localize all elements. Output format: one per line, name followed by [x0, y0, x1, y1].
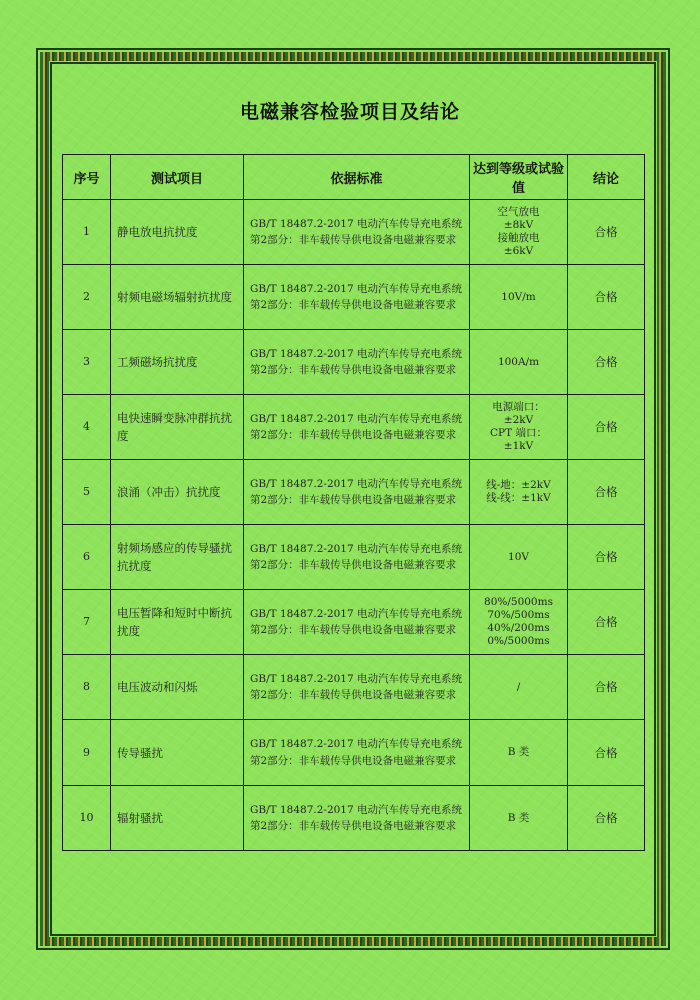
table-row	[63, 395, 645, 460]
test-item: 静电放电抗扰度	[111, 200, 244, 265]
test-item: 射频电磁场辐射抗扰度	[111, 265, 244, 330]
level-value-line: 电源端口：	[492, 401, 545, 413]
row-number: 8	[63, 655, 111, 720]
row-number: 1	[63, 200, 111, 265]
table-row	[63, 525, 645, 590]
standard-reference: GB/T 18487.2-2017 电动汽车传导充电系统 第2部分：非车载传导供电设备电磁兼容要求	[244, 395, 470, 460]
standard-reference: GB/T 18487.2-2017 电动汽车传导充电系统 第2部分：非车载传导供电设备电磁兼容要求	[244, 330, 470, 395]
table-row	[63, 460, 645, 525]
standard-reference: GB/T 18487.2-2017 电动汽车传导充电系统 第2部分：非车载传导供电设备电磁兼容要求	[244, 265, 470, 330]
table-row	[63, 590, 645, 655]
table-row	[63, 200, 645, 265]
conclusion: 合格	[568, 720, 645, 786]
level-value-line: 10V	[508, 550, 529, 563]
emc-results-table	[62, 154, 645, 851]
conclusion: 合格	[568, 590, 645, 655]
row-number: 4	[63, 395, 111, 460]
table-header-row	[63, 155, 645, 200]
standard-reference: GB/T 18487.2-2017 电动汽车传导充电系统 第2部分：非车载传导供电设备电磁兼容要求	[244, 590, 470, 655]
level-value	[470, 786, 568, 851]
conclusion: 合格	[568, 330, 645, 395]
level-value-line: 70%/500ms	[487, 609, 550, 621]
test-item: 电快速瞬变脉冲群抗扰度	[111, 395, 244, 460]
level-value-line: 80%/5000ms	[484, 596, 553, 608]
level-value-line: 100A/m	[497, 355, 540, 368]
row-number: 7	[63, 590, 111, 655]
level-value-line: 接触放电	[497, 232, 540, 244]
header-conclusion: 结论	[568, 155, 645, 200]
level-value-line: ±8kV	[503, 219, 534, 231]
test-item: 电压波动和闪烁	[111, 655, 244, 720]
row-number: 5	[63, 460, 111, 525]
test-item: 电压暂降和短时中断抗扰度	[111, 590, 244, 655]
conclusion: 合格	[568, 265, 645, 330]
table-row	[63, 655, 645, 720]
level-value-line: B 类	[507, 811, 530, 824]
level-value-line: 0%/5000ms	[487, 635, 550, 647]
level-value-line: ±2kV	[503, 414, 534, 426]
page-title: 电磁兼容检验项目及结论	[239, 101, 460, 123]
level-value-line: CPT 端口：	[490, 427, 547, 439]
standard-reference: GB/T 18487.2-2017 电动汽车传导充电系统 第2部分：非车载传导供电设备电磁兼容要求	[244, 200, 470, 265]
level-value	[470, 395, 568, 460]
level-value	[470, 200, 568, 265]
level-value-line: /	[516, 680, 521, 693]
table-body	[63, 200, 645, 851]
conclusion: 合格	[568, 655, 645, 720]
level-value-line: 线-地：±2kV	[486, 479, 551, 491]
table-row	[63, 720, 645, 786]
table-row	[63, 265, 645, 330]
conclusion: 合格	[568, 525, 645, 590]
conclusion: 合格	[568, 395, 645, 460]
level-value-line: 线-线：±1kV	[486, 492, 551, 504]
level-value-line: 空气放电	[497, 206, 540, 218]
standard-reference: GB/T 18487.2-2017 电动汽车传导充电系统 第2部分：非车载传导供电设备电磁兼容要求	[244, 786, 470, 851]
test-item: 浪涌（冲击）抗扰度	[111, 460, 244, 525]
level-value-line: B 类	[507, 746, 530, 758]
header-standard: 依据标准	[244, 155, 470, 200]
level-value-line: 10V/m	[501, 290, 536, 303]
level-value	[470, 460, 568, 525]
conclusion: 合格	[568, 460, 645, 525]
table-row	[63, 786, 645, 851]
row-number: 6	[63, 525, 111, 590]
standard-reference: GB/T 18487.2-2017 电动汽车传导充电系统 第2部分：非车载传导供电设备电磁兼容要求	[244, 525, 470, 590]
header-item: 测试项目	[111, 155, 244, 200]
level-value	[470, 590, 568, 655]
row-number: 10	[63, 786, 111, 851]
row-number: 9	[63, 720, 111, 786]
row-number: 3	[63, 330, 111, 395]
table-row	[63, 330, 645, 395]
conclusion: 合格	[568, 200, 645, 265]
level-value-line: 40%/200ms	[487, 622, 550, 634]
level-value-line: ±1kV	[503, 440, 534, 452]
conclusion: 合格	[568, 786, 645, 851]
test-item: 工频磁场抗扰度	[111, 330, 244, 395]
level-value	[470, 720, 568, 786]
test-item: 射频场感应的传导骚扰抗扰度	[111, 525, 244, 590]
level-value	[470, 330, 568, 395]
standard-reference: GB/T 18487.2-2017 电动汽车传导充电系统 第2部分：非车载传导供电设备电磁兼容要求	[244, 460, 470, 525]
level-value	[470, 655, 568, 720]
level-value	[470, 525, 568, 590]
test-item: 传导骚扰	[111, 720, 244, 786]
header-level: 达到等级或试验值	[470, 155, 568, 200]
standard-reference: GB/T 18487.2-2017 电动汽车传导充电系统 第2部分：非车载传导供电设备电磁兼容要求	[244, 720, 470, 786]
standard-reference: GB/T 18487.2-2017 电动汽车传导充电系统 第2部分：非车载传导供电设备电磁兼容要求	[244, 655, 470, 720]
header-no: 序号	[63, 155, 111, 200]
row-number: 2	[63, 265, 111, 330]
level-value-line: ±6kV	[503, 245, 534, 257]
test-item: 辐射骚扰	[111, 786, 244, 851]
level-value	[470, 265, 568, 330]
